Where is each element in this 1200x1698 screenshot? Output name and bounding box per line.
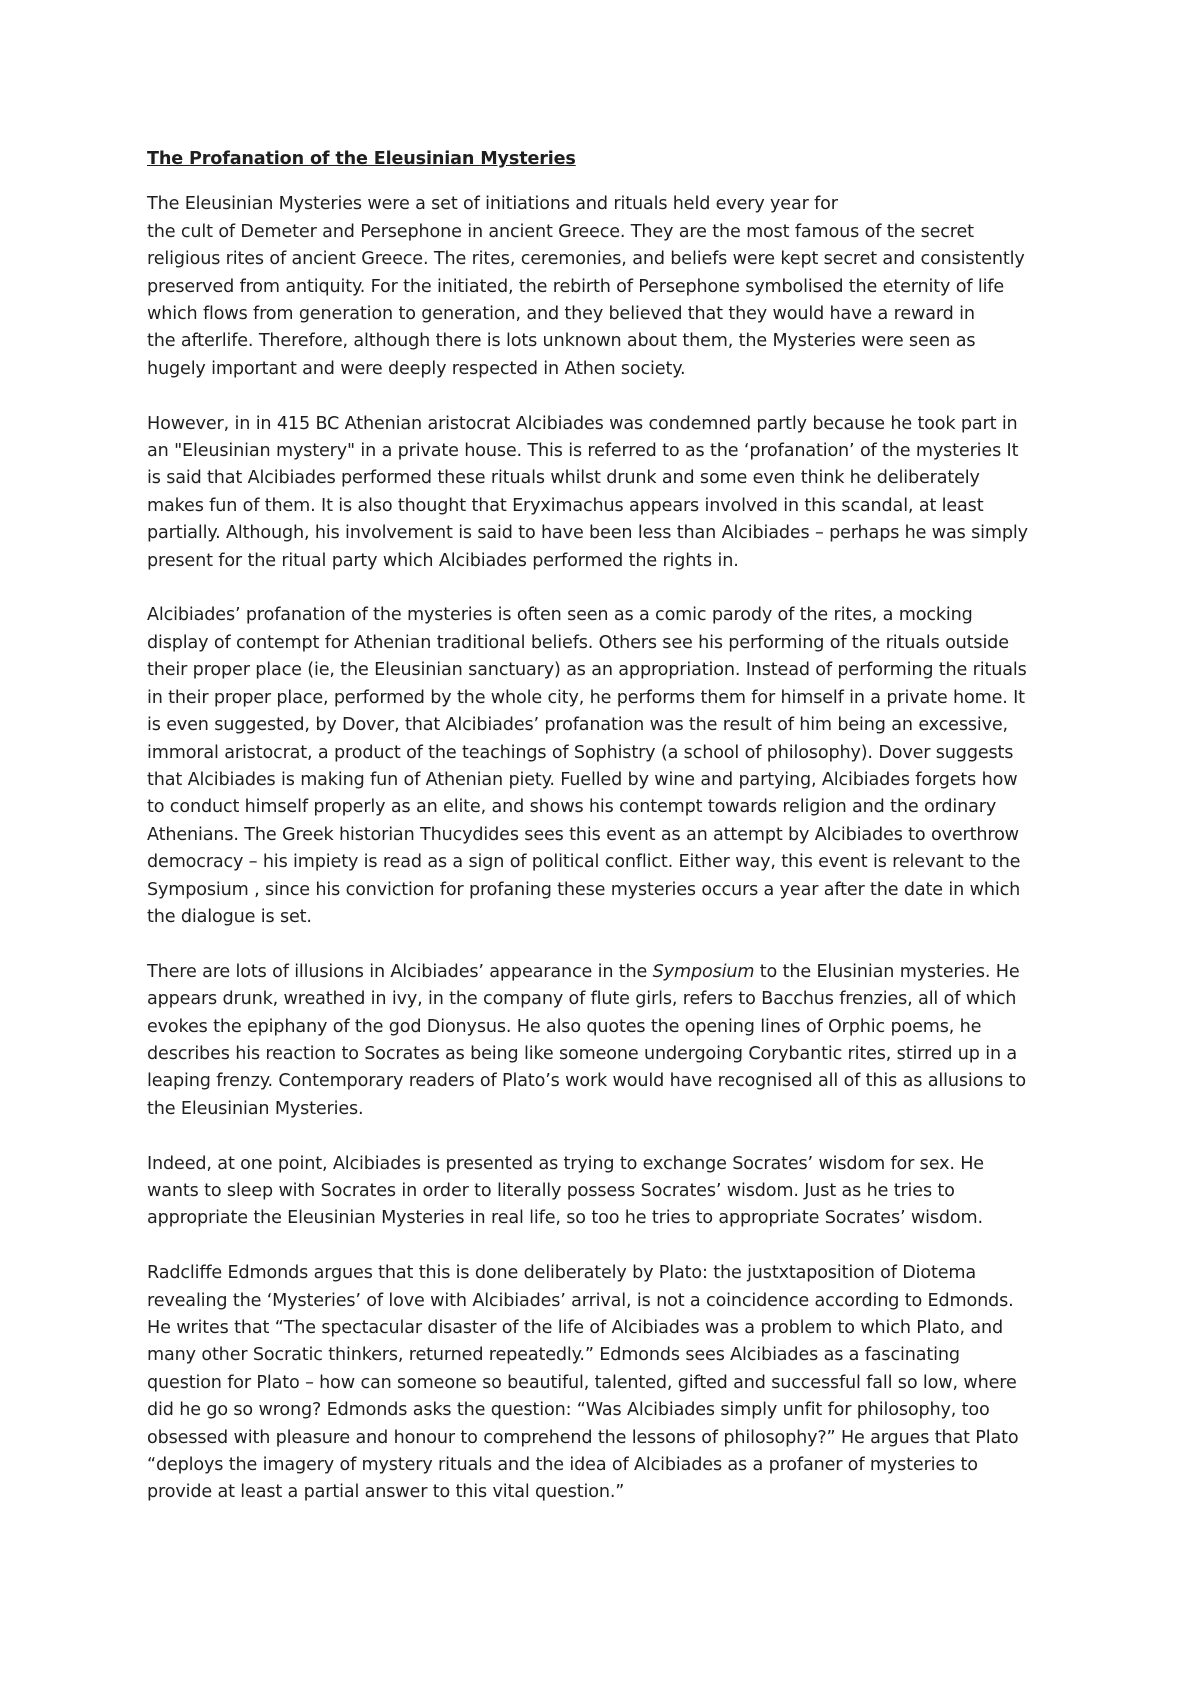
text-line: wants to sleep with Socrates in order to literally possess Socrates’ wisdom. Just as he tries to (147, 1180, 955, 1201)
paragraph (147, 411, 1077, 575)
text-line: makes fun of them. It is also thought that Eryximachus appears involved in this scandal, at least (147, 495, 984, 516)
text-line: Symposium , since his conviction for profaning these mysteries occurs a year after the date in which (147, 879, 1021, 900)
text-segment: There are lots of illusions in Alcibiades’ appearance in the (147, 961, 653, 982)
text-line: in their proper place, performed by the whole city, he performs them for himself in a private home. It (147, 687, 1025, 708)
text-line: immoral aristocrat, a product of the teachings of Sophistry (a school of philosophy). Dover suggests (147, 742, 1014, 763)
text-line: Indeed, at one point, Alcibiades is presented as trying to exchange Socrates’ wisdom for sex. He (147, 1153, 984, 1174)
text-line: did he go so wrong? Edmonds asks the question: “Was Alcibiades simply unfit for philosophy, too (147, 1400, 990, 1421)
text-line: present for the ritual party which Alcibiades performed the rights in. (147, 550, 739, 571)
text-line: describes his reaction to Socrates as being like someone undergoing Corybantic rites, stirred up in a (147, 1043, 1018, 1064)
text-line: provide at least a partial answer to this vital question.” (147, 1482, 625, 1503)
paragraph (147, 1151, 1077, 1233)
text-line: their proper place (ie, the Eleusinian sanctuary) as an appropriation. Instead of performing the rituals (147, 660, 1027, 681)
text-line: leaping frenzy. Contemporary readers of Plato’s work would have recognised all of this as allusions to (147, 1071, 1027, 1092)
text-line: democracy – his impiety is read as a sign of political conflict. Either way, this event is relevant to the (147, 852, 1021, 873)
document-body (147, 146, 1077, 1534)
text-line: revealing the ‘Mysteries’ of love with Alcibiades’ arrival, is not a coincidence according to Edmonds. (147, 1290, 1014, 1311)
text-line: He writes that “The spectacular disaster of the life of Alcibiades was a problem to which Plato, and (147, 1317, 1003, 1338)
text-line: religious rites of ancient Greece. The rites, ceremonies, and beliefs were kept secret and consistently (147, 249, 1025, 270)
text-line: appears drunk, wreathed in ivy, in the company of flute girls, refers to Bacchus frenzies, all of which (147, 989, 1017, 1010)
text-line: that Alcibiades is making fun of Athenian piety. Fuelled by wine and partying, Alcibiades forgets how (147, 769, 1018, 790)
text-line: Radcliffe Edmonds argues that this is done deliberately by Plato: the justxtaposition of Diotema (147, 1263, 977, 1284)
text-line: Athenians. The Greek historian Thucydides sees this event as an attempt by Alcibiades to overthrow (147, 824, 1019, 845)
text-segment: to the Elusinian mysteries. He (754, 961, 1020, 982)
paragraph (147, 191, 1077, 383)
text-line: “deploys the imagery of mystery rituals and the idea of Alcibiades as a profaner of mysteries to (147, 1455, 978, 1476)
text-line: Alcibiades’ profanation of the mysteries is often seen as a comic parody of the rites, a mocking (147, 605, 973, 626)
text-line: hugely important and were deeply respected in Athen society. (147, 358, 686, 379)
text-line: The Eleusinian Mysteries were a set of initiations and rituals held every year for (147, 194, 838, 215)
text-line: to conduct himself properly as an elite, and shows his contempt towards religion and the ordinary (147, 797, 997, 818)
italic-title: Symposium (652, 961, 755, 982)
paragraph (147, 1260, 1077, 1507)
text-line: the dialogue is set. (147, 906, 312, 927)
text-line: question for Plato – how can someone so beautiful, talented, gifted and successful fall so low, where (147, 1372, 1017, 1393)
paragraph (147, 602, 1077, 931)
text-line: obsessed with pleasure and honour to comprehend the lessons of philosophy?” He argues that Plato (147, 1427, 1019, 1448)
text-line: is even suggested, by Dover, that Alcibiades’ profanation was the result of him being an excessive, (147, 715, 1008, 736)
paragraph (147, 959, 1077, 1123)
document-title: The Profanation of the Eleusinian Mysteries (147, 149, 576, 169)
text-line: is said that Alcibiades performed these rituals whilst drunk and some even think he deliberately (147, 468, 980, 489)
text-line: an "Eleusinian mystery" in a private house. This is referred to as the ‘profanation’ of the mysteries It (147, 441, 1019, 462)
text-line (147, 959, 1077, 986)
text-line: the Eleusinian Mysteries. (147, 1098, 364, 1119)
text-line: appropriate the Eleusinian Mysteries in real life, so too he tries to appropriate Socrates’ wisdom. (147, 1208, 983, 1229)
text-line: preserved from antiquity. For the initiated, the rebirth of Persephone symbolised the eternity of life (147, 276, 1005, 297)
text-line: evokes the epiphany of the god Dionysus. He also quotes the opening lines of Orphic poems, he (147, 1016, 982, 1037)
paragraph-list (147, 191, 1077, 1506)
text-line: the cult of Demeter and Persephone in ancient Greece. They are the most famous of the secret (147, 221, 974, 242)
text-line: many other Socratic thinkers, returned repeatedly.” Edmonds sees Alcibiades as a fascinating (147, 1345, 960, 1366)
text-line: However, in in 415 BC Athenian aristocrat Alcibiades was condemned partly because he took part in (147, 413, 1018, 434)
text-line: the afterlife. Therefore, although there is lots unknown about them, the Mysteries were seen as (147, 331, 976, 352)
text-line: which flows from generation to generation, and they believed that they would have a reward in (147, 304, 975, 325)
text-line: display of contempt for Athenian traditional beliefs. Others see his performing of the rituals outside (147, 632, 1009, 653)
text-line: partially. Although, his involvement is said to have been less than Alcibiades – perhaps he was simply (147, 523, 1028, 544)
